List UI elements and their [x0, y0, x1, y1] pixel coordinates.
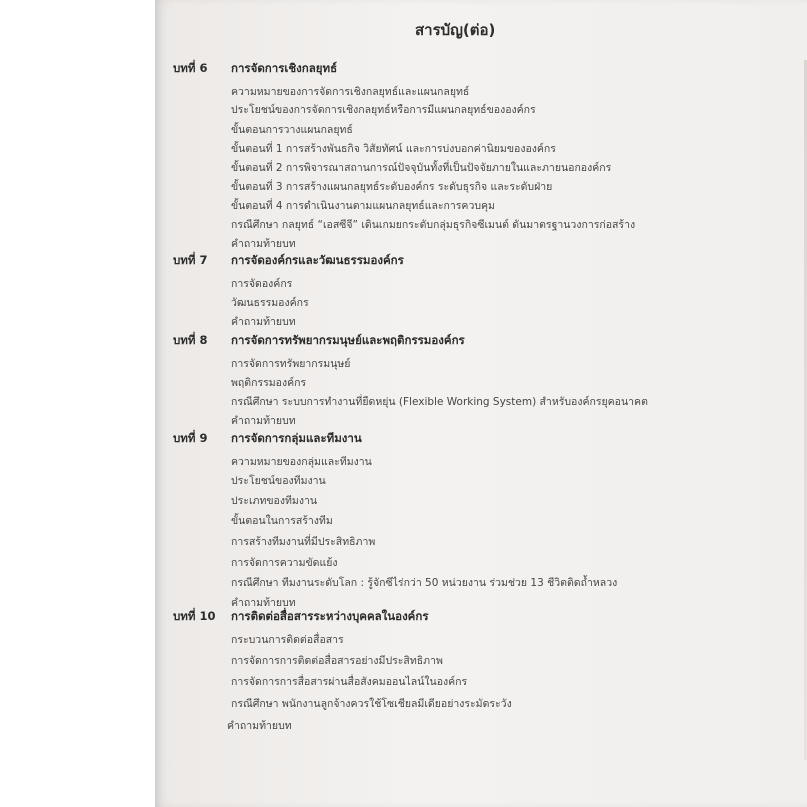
chapter-number: บทที่ 9 [173, 431, 208, 445]
toc-entry: ขั้นตอนที่ 3 การสร้างแผนกลยุทธ์ระดับองค์กร ระดับธุรกิจ และระดับฝ่าย [231, 181, 553, 193]
toc-entry: คำถามท้ายบท [231, 238, 296, 250]
chapter-9 [155, 430, 807, 608]
chapter-number: บทที่ 8 [173, 333, 208, 347]
chapter-entries [155, 83, 807, 254]
chapter-heading [155, 252, 807, 275]
chapter-title: การติดต่อสื่อสารระหว่างบุคคลในองค์กร [231, 609, 429, 623]
toc-entry: ประโยชน์ของการจัดการเชิงกลยุทธ์หรือการมีแผนกลยุทธ์ขององค์กร [231, 104, 536, 116]
toc-entry: การจัดองค์กร [231, 278, 293, 290]
toc-entry: ประโยชน์ของทีมงาน [231, 475, 326, 487]
toc-entry: การจัดการความขัดแย้ง [231, 557, 338, 569]
toc-entry: พฤติกรรมองค์กร [231, 377, 307, 389]
chapter-heading [155, 332, 807, 355]
chapter-entries [155, 355, 807, 431]
chapter-7 [155, 252, 807, 332]
table-of-contents [155, 60, 807, 738]
chapter-6 [155, 60, 807, 252]
chapter-title: การจัดการกลุ่มและทีมงาน [231, 431, 362, 445]
chapter-entries [155, 631, 807, 739]
toc-entry: กรณีศึกษา ทีมงานระดับโลก : รู้จักซีไร่กว่า 50 หน่วยงาน ร่วมช่วย 13 ชีวิตติดถ้ำหลวง [231, 577, 618, 589]
chapter-number: บทที่ 10 [173, 609, 216, 623]
chapter-heading [155, 430, 807, 453]
toc-entry: ขั้นตอนที่ 4 การดำเนินงานตามแผนกลยุทธ์และการควบคุม [231, 200, 495, 212]
chapter-8 [155, 332, 807, 430]
toc-entry: การจัดการทรัพยากรมนุษย์ [231, 358, 351, 370]
toc-entry: ประเภทของทีมงาน [231, 495, 318, 507]
chapter-10 [155, 608, 807, 738]
chapter-entries [155, 453, 807, 614]
chapter-entries [155, 275, 807, 332]
toc-entry: กรณีศึกษา พนักงานลูกจ้างควรใช้โซเชียลมีเดียอย่างระมัดระวัง [231, 698, 512, 710]
toc-entry: ความหมายของการจัดการเชิงกลยุทธ์และแผนกลยุทธ์ [231, 86, 470, 98]
book-page [155, 0, 807, 807]
toc-entry: วัฒนธรรมองค์กร [231, 297, 309, 309]
chapter-title: การจัดการเชิงกลยุทธ์ [231, 61, 338, 75]
chapter-heading [155, 608, 807, 631]
toc-entry: กรณีศึกษา ระบบการทำงานที่ยืดหยุ่น (Flexible Working System) สำหรับองค์กรยุคอนาคต [231, 396, 648, 408]
page-title: สารบัญ(ต่อ) [415, 21, 496, 39]
toc-entry: ความหมายของกลุ่มและทีมงาน [231, 456, 372, 468]
toc-entry: การจัดการการสื่อสารผ่านสื่อสังคมออนไลน์ในองค์กร [231, 676, 468, 688]
chapter-title: การจัดการทรัพยากรมนุษย์และพฤติกรรมองค์กร [231, 333, 465, 347]
toc-entry: คำถามท้ายบท [231, 597, 296, 609]
toc-entry: ขั้นตอนในการสร้างทีม [231, 515, 333, 527]
toc-entry: คำถามท้ายบท [231, 415, 296, 427]
toc-entry: ขั้นตอนที่ 2 การพิจารณาสถานการณ์ปัจจุบันทั้งที่เป็นปัจจัยภายในและภายนอกองค์กร [231, 162, 612, 174]
chapter-title: การจัดองค์กรและวัฒนธรรมองค์กร [231, 253, 404, 267]
toc-entry: คำถามท้ายบท [227, 720, 292, 732]
toc-entry: กระบวนการติดต่อสื่อสาร [231, 634, 344, 646]
toc-entry: การสร้างทีมงานที่มีประสิทธิภาพ [231, 536, 376, 548]
toc-entry: การจัดการการติดต่อสื่อสารอย่างมีประสิทธิภาพ [231, 655, 443, 667]
chapter-number: บทที่ 7 [173, 253, 208, 267]
toc-entry: ขั้นตอนที่ 1 การสร้างพันธกิจ วิสัยทัศน์ และการบ่งบอกค่านิยมขององค์กร [231, 143, 556, 155]
chapter-number: บทที่ 6 [173, 61, 208, 75]
toc-entry: กรณีศึกษา กลยุทธ์ “เอสซีจี” เดินเกมยกระดับกลุ่มธุรกิจซีเมนต์ ดันมาตรฐานวงการก่อสร้าง [231, 219, 636, 231]
chapter-heading [155, 60, 807, 83]
toc-entry: คำถามท้ายบท [231, 316, 296, 328]
toc-entry: ขั้นตอนการวางแผนกลยุทธ์ [231, 124, 353, 136]
